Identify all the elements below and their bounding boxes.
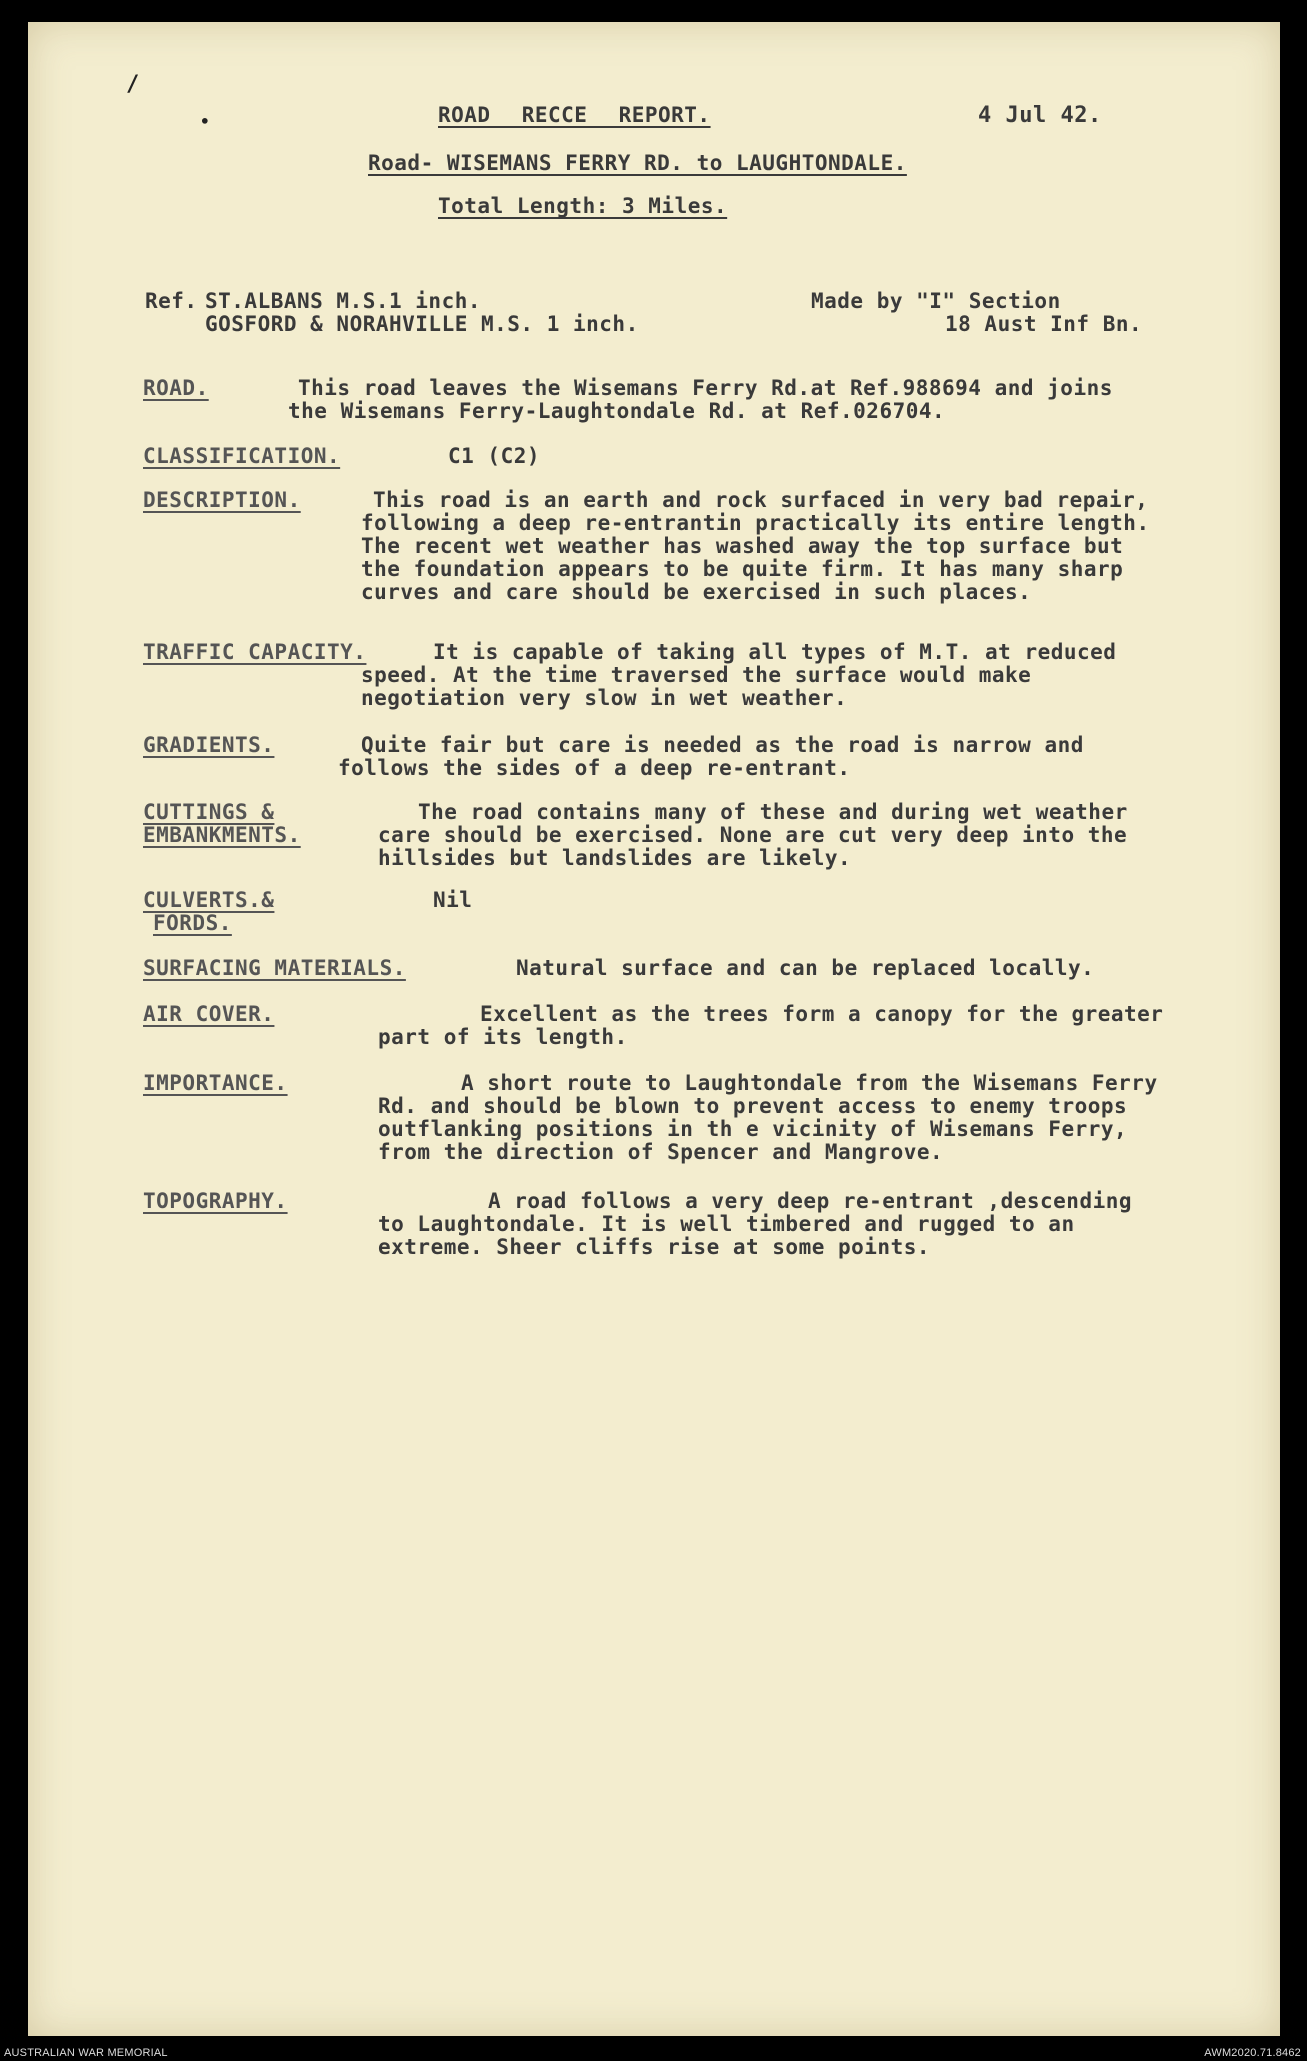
classification-label: CLASSIFICATION. (143, 444, 341, 468)
air-cover-label: AIR COVER. (143, 1002, 275, 1026)
embankments-label: EMBANKMENTS. (143, 823, 301, 847)
culverts-value: Nil (433, 888, 473, 912)
traffic-line: It is capable of taking all types of M.T. at reduced (433, 640, 1117, 664)
ink-mark: • (200, 112, 210, 131)
importance-line: from the direction of Spencer and Mangrove. (378, 1140, 944, 1164)
gradients-line: follows the sides of a deep re-entrant. (338, 756, 851, 780)
description-label: DESCRIPTION. (143, 488, 301, 512)
surfacing-materials-label: SURFACING MATERIALS. (143, 956, 406, 980)
ref-map-2: GOSFORD & NORAHVILLE M.S. 1 inch. (205, 312, 639, 336)
gradients-label: GRADIENTS. (143, 733, 275, 757)
made-by-line-1: Made by "I" Section (811, 289, 1061, 313)
importance-line: Rd. and should be blown to prevent access to enemy troops (378, 1094, 1128, 1118)
footer-accession-number: AWM2020.71.8462 (1204, 2047, 1301, 2059)
traffic-line: negotiation very slow in wet weather. (361, 686, 848, 710)
report-date: 4 Jul 42. (978, 103, 1102, 128)
cuttings-line: hillsides but landslides are likely. (378, 846, 852, 870)
description-line: curves and care should be exercised in such places. (361, 580, 1032, 604)
document-page (28, 22, 1280, 2036)
description-line: the foundation appears to be quite firm. It has many sharp (361, 557, 1124, 581)
topography-label: TOPOGRAPHY. (143, 1189, 288, 1213)
road-label: ROAD. (143, 376, 209, 400)
road-heading: Road- WISEMANS FERRY RD. to LAUGHTONDALE. (368, 151, 907, 175)
description-line: This road is an earth and rock surfaced in very bad repair, (373, 488, 1149, 512)
road-line: the Wisemans Ferry-Laughtondale Rd. at Ref.026704. (288, 399, 946, 423)
topography-line: to Laughtondale. It is well timbered and rugged to an (378, 1212, 1075, 1236)
cuttings-line: care should be exercised. None are cut very deep into the (378, 823, 1128, 847)
footer-source: AUSTRALIAN WAR MEMORIAL (4, 2047, 168, 2059)
description-line: following a deep re-entrantin practically its entire length. (361, 511, 1150, 535)
importance-label: IMPORTANCE. (143, 1071, 288, 1095)
ref-map-1: ST.ALBANS M.S.1 inch. (205, 289, 482, 313)
ink-mark: / (126, 72, 140, 97)
fords-label: FORDS. (153, 911, 232, 935)
surfacing-value: Natural surface and can be replaced locally. (516, 956, 1095, 980)
air-cover-line: part of its length. (378, 1025, 628, 1049)
cuttings-label: CUTTINGS & (143, 800, 275, 824)
topography-line: extreme. Sheer cliffs rise at some points. (378, 1235, 931, 1259)
ref-label: Ref. (145, 289, 198, 313)
report-title: ROAD RECCE REPORT. (438, 103, 711, 127)
traffic-capacity-label: TRAFFIC CAPACITY. (143, 640, 367, 664)
culverts-label: CULVERTS.& (143, 888, 275, 912)
description-line: The recent wet weather has washed away the top surface but (361, 534, 1124, 558)
importance-line: outflanking positions in th e vicinity of Wisemans Ferry, (378, 1117, 1128, 1141)
gradients-line: Quite fair but care is needed as the road is narrow and (361, 733, 1084, 757)
total-length: Total Length: 3 Miles. (438, 194, 728, 218)
air-cover-line: Excellent as the trees form a canopy for the greater (480, 1002, 1164, 1026)
traffic-line: speed. At the time traversed the surface would make (361, 663, 1032, 687)
made-by-line-2: 18 Aust Inf Bn. (945, 312, 1143, 336)
classification-value: C1 (C2) (448, 444, 541, 468)
cuttings-line: The road contains many of these and during wet weather (418, 800, 1128, 824)
road-line: This road leaves the Wisemans Ferry Rd.at Ref.988694 and joins (298, 376, 1113, 400)
importance-line: A short route to Laughtondale from the Wisemans Ferry (461, 1071, 1158, 1095)
topography-line: A road follows a very deep re-entrant ,descending (488, 1189, 1133, 1213)
